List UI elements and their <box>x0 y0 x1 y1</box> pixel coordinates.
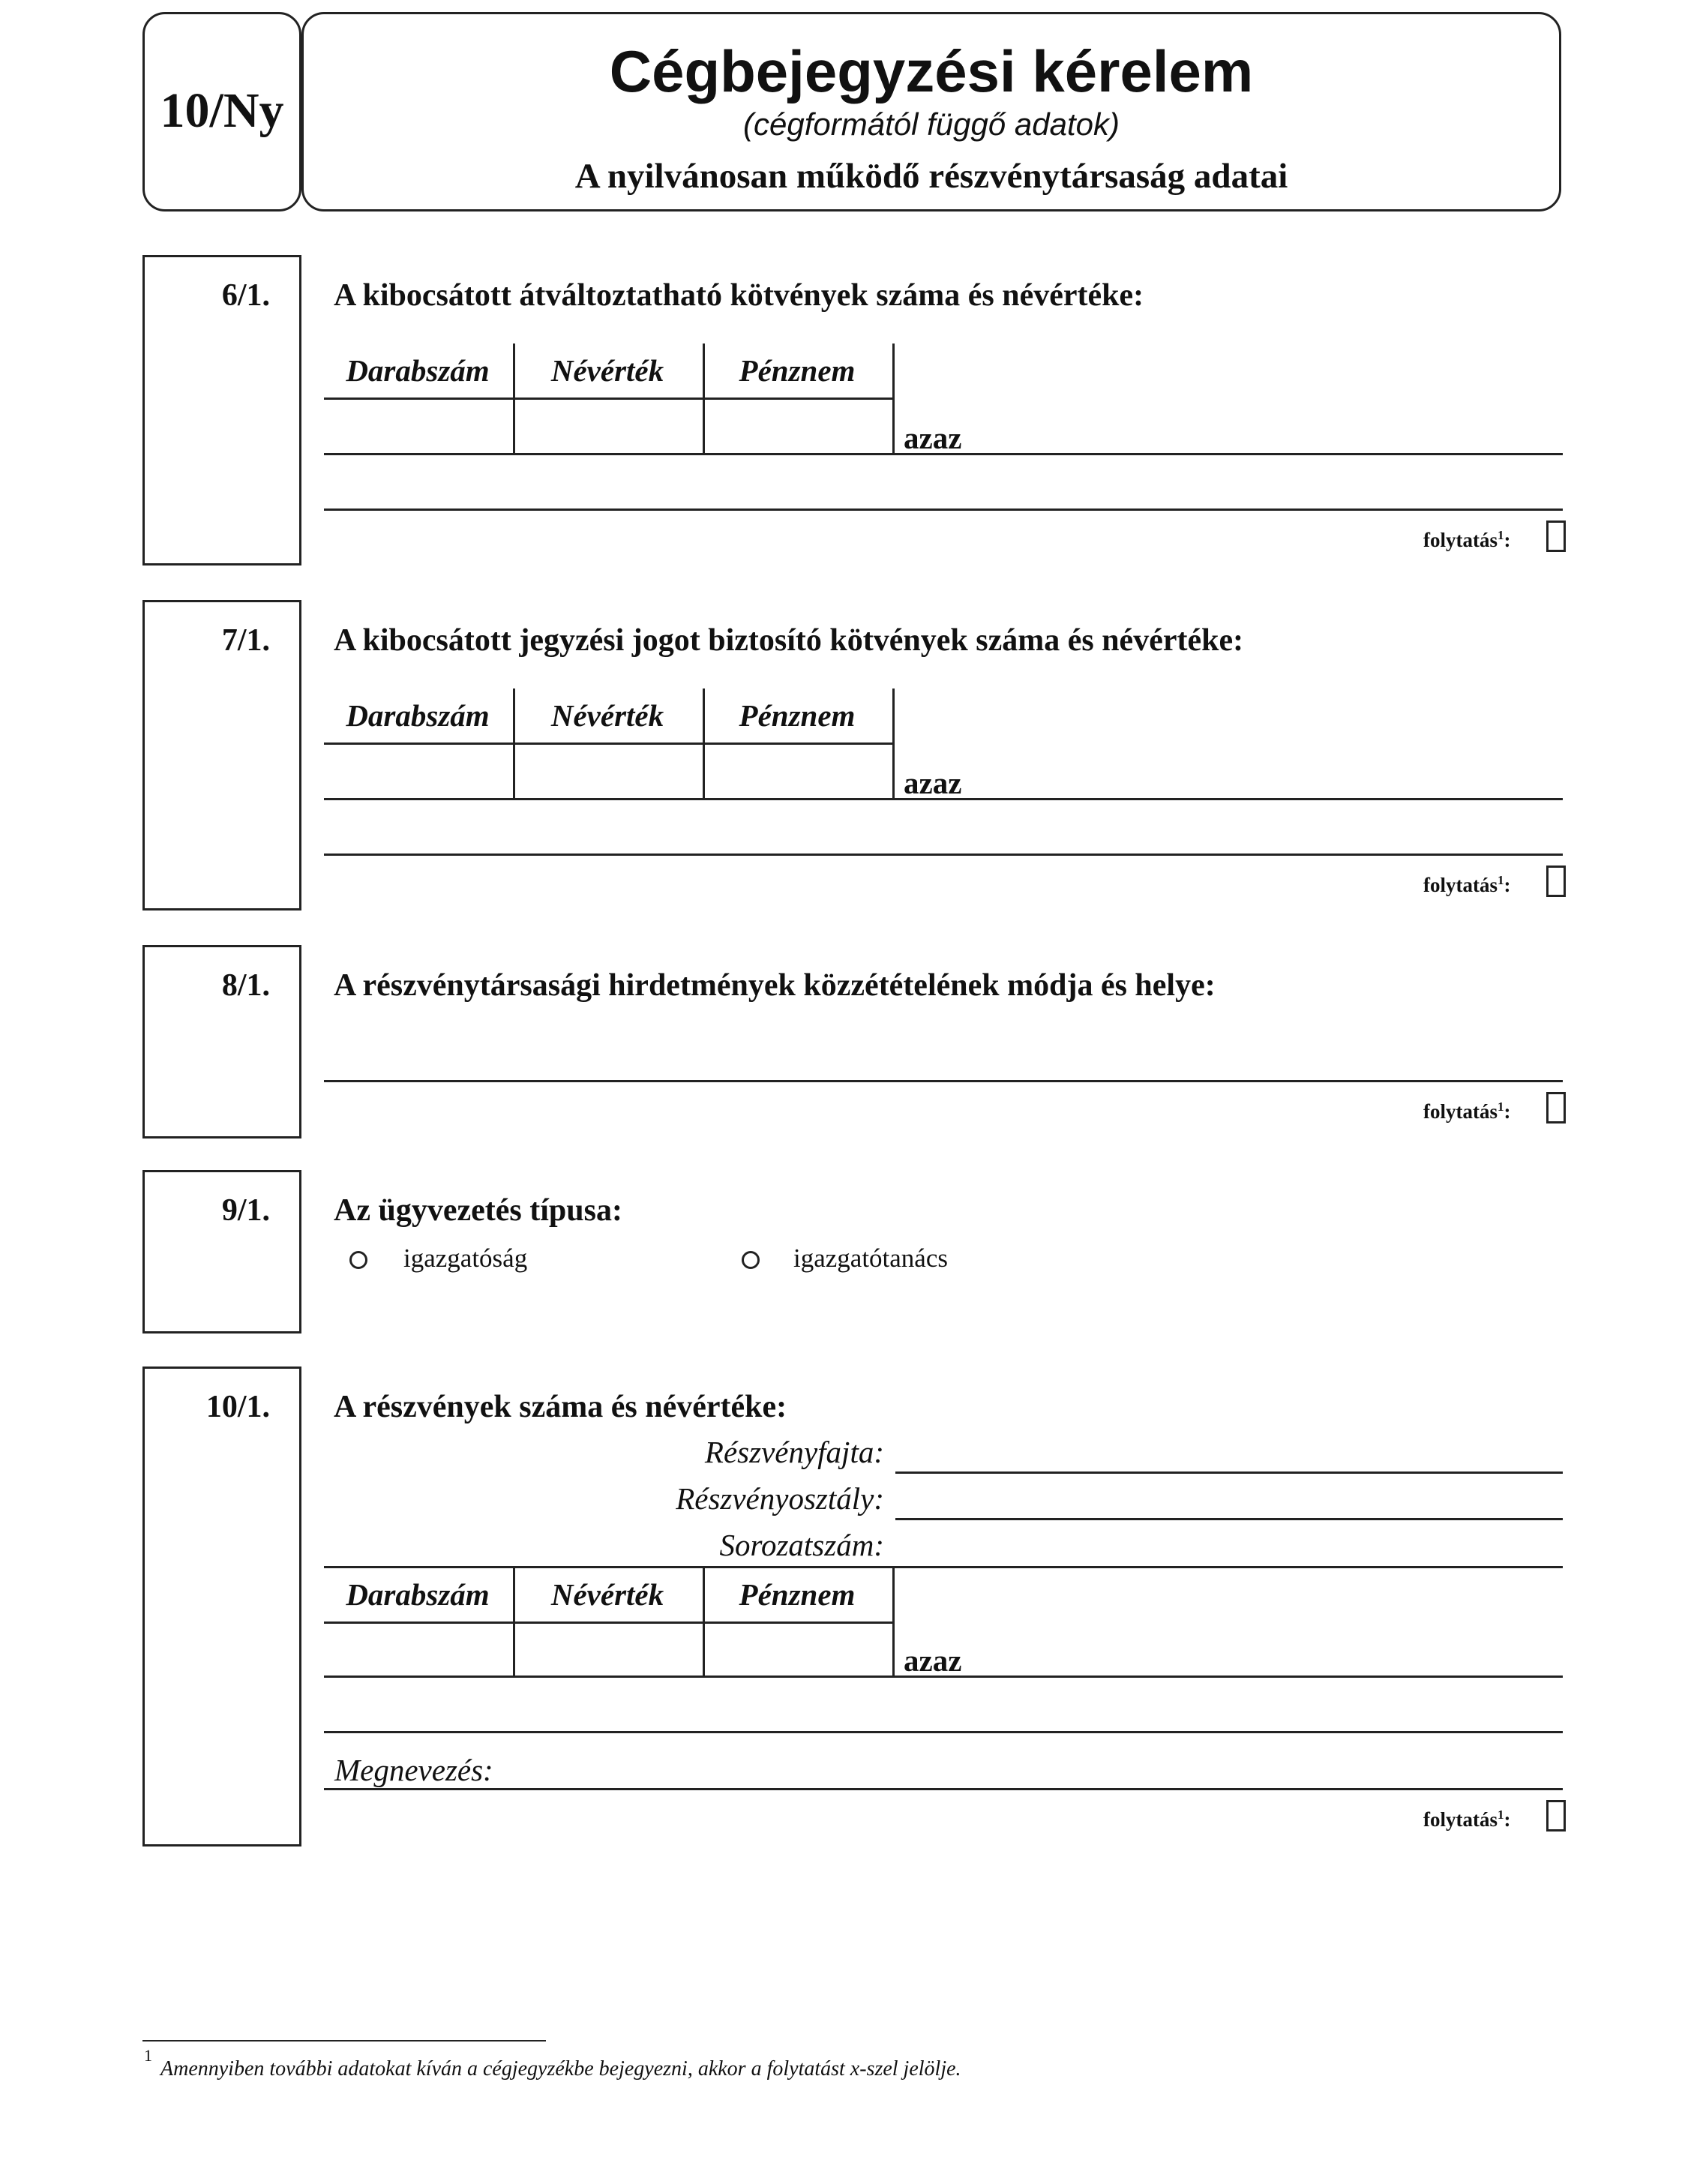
footnote-divider <box>142 2040 546 2042</box>
share-type-label: Részvényfajta: <box>704 1435 884 1469</box>
section-6-nominal-cell[interactable] <box>515 400 701 453</box>
section-7-header-currency: Pénznem <box>739 698 856 733</box>
share-name-line[interactable] <box>324 1788 1563 1790</box>
section-8-number: 8/1. <box>221 968 270 1003</box>
section-7-number: 7/1. <box>221 623 270 658</box>
section-6-header-nominal: Névérték <box>550 353 664 388</box>
share-class-line[interactable] <box>895 1518 1563 1520</box>
section-6-header-currency: Pénznem <box>739 353 856 388</box>
form-code: 10/Ny <box>160 83 284 138</box>
section-7-extra-line[interactable] <box>324 854 1563 856</box>
section-10-continuation-checkbox[interactable] <box>1546 1800 1566 1832</box>
section-9-title: Az ügyvezetés típusa: <box>334 1193 622 1228</box>
section-7-currency-cell[interactable] <box>705 746 891 798</box>
serial-number-label: Sorozatszám: <box>719 1528 884 1562</box>
section-8-continuation-label: folytatás$^1$: <box>1423 1100 1511 1123</box>
section-9-number: 9/1. <box>221 1193 270 1228</box>
section-10-title: A részvények száma és névértéke: <box>334 1390 787 1424</box>
section-6-continuation-checkbox[interactable] <box>1546 520 1566 552</box>
section-6-continuation-label: folytatás$^1$: <box>1423 528 1511 551</box>
page-subtitle: (cégformától függő adatok) <box>743 106 1120 142</box>
footnote-text: Amennyiben további adatokat kíván a cégjegyzékbe bejegyezni, akkor a folytatást x-szel jelölje. <box>160 2057 961 2080</box>
section-7-count-cell[interactable] <box>324 746 511 798</box>
section-10-header-currency: Pénznem <box>739 1577 856 1612</box>
section-7-header-nominal: Névérték <box>550 698 664 733</box>
serial-number-line[interactable] <box>324 1566 1563 1568</box>
option-igazgatosag-radio[interactable] <box>349 1251 367 1269</box>
option-igazgatosag-label: igazgatóság <box>403 1244 528 1273</box>
option-igazgatotanacs-radio[interactable] <box>742 1251 760 1269</box>
section-7-title: A kibocsátott jegyzési jogot biztosító kötvények száma és névértéke: <box>334 623 1244 658</box>
footnote-marker: 1 <box>144 2046 152 2065</box>
section-7-header-count: Darabszám <box>346 698 490 733</box>
section-10-extra-line[interactable] <box>324 1731 1563 1733</box>
section-7-continuation-checkbox[interactable] <box>1546 866 1566 897</box>
section-7-azaz-label: azaz <box>904 766 962 800</box>
section-10-nominal-cell[interactable] <box>515 1624 701 1676</box>
section-7-nominal-cell[interactable] <box>515 746 701 798</box>
section-6-azaz-line[interactable] <box>324 453 1563 455</box>
section-10-number: 10/1. <box>205 1390 270 1424</box>
share-class-label: Részvényosztály: <box>676 1481 884 1516</box>
section-10-number-box <box>142 1366 301 1846</box>
section-8-continuation-checkbox[interactable] <box>1546 1092 1566 1124</box>
section-6-title: A kibocsátott átváltoztatható kötvények száma és névértéke: <box>334 278 1144 313</box>
section-10-azaz-line[interactable] <box>324 1676 1563 1678</box>
section-8-answer-line[interactable] <box>324 1080 1563 1082</box>
section-8-title: A részvénytársasági hirdetmények közzétételének módja és helye: <box>334 968 1216 1003</box>
section-10-header-count: Darabszám <box>346 1577 490 1612</box>
section-6-extra-line[interactable] <box>324 508 1563 511</box>
section-7-azaz-line[interactable] <box>324 798 1563 800</box>
option-igazgatotanacs-label: igazgatótanács <box>793 1244 949 1273</box>
page-heading: A nyilvánosan működő részvénytársaság adatai <box>574 157 1288 196</box>
section-10-header-nominal: Névérték <box>550 1577 664 1612</box>
section-6-number: 6/1. <box>221 278 270 313</box>
section-10-continuation-label: folytatás$^1$: <box>1423 1808 1511 1831</box>
section-10-azaz-label: azaz <box>904 1643 962 1678</box>
section-6-count-cell[interactable] <box>324 400 511 453</box>
section-10-count-cell[interactable] <box>324 1624 511 1676</box>
section-7-continuation-label: folytatás$^1$: <box>1423 873 1511 896</box>
section-10-currency-cell[interactable] <box>705 1624 891 1676</box>
section-6-header-count: Darabszám <box>346 353 490 388</box>
page-title: Cégbejegyzési kérelem <box>609 38 1254 104</box>
share-type-line[interactable] <box>895 1472 1563 1474</box>
share-name-label: Megnevezés: <box>334 1753 493 1787</box>
section-6-azaz-label: azaz <box>904 421 962 455</box>
section-6-currency-cell[interactable] <box>705 400 891 453</box>
